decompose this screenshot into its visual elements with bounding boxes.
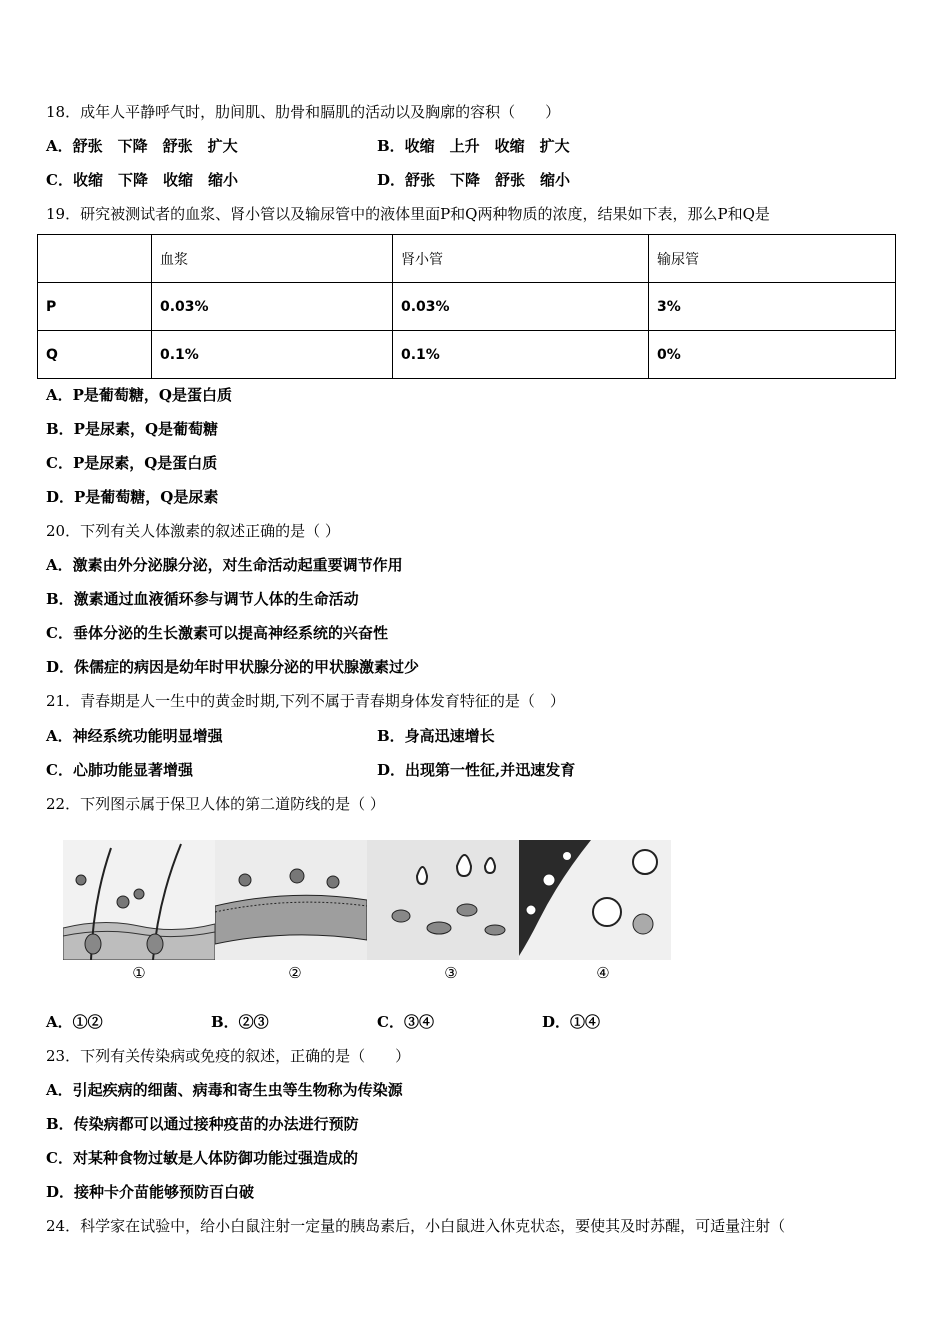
q22-stem: 22．下列图示属于保卫人体的第二道防线的是（ ） [46, 795, 385, 813]
table-cell: 肾小管 [393, 235, 649, 283]
table-cell: P [38, 283, 152, 331]
q20-stem: 20．下列有关人体激素的叙述正确的是（ ） [46, 522, 340, 540]
table-cell: 输尿管 [649, 235, 896, 283]
q20-option-b: B．激素通过血液循环参与调节人体的生命活动 [46, 590, 359, 608]
mucosa-cilia-image [215, 840, 367, 960]
table-cell: 0.03% [152, 283, 393, 331]
figure-label-1: ① [132, 964, 146, 982]
q20-option-d: D．侏儒症的病因是幼年时甲状腺分泌的甲状腺激素过少 [46, 658, 420, 676]
defense-line-figures [63, 840, 673, 990]
q22-option-a: A．①② [46, 1013, 103, 1031]
table-cell: Q [38, 331, 152, 379]
q19-option-b: B．P是尿素，Q是葡萄糖 [46, 420, 219, 438]
q19-option-a: A．P是葡萄糖，Q是蛋白质 [46, 386, 232, 404]
q23-option-c: C．对某种食物过敏是人体防御功能过强造成的 [46, 1149, 358, 1167]
table-cell: 0.03% [393, 283, 649, 331]
q21-option-c: C．心肺功能显著增强 [46, 761, 193, 779]
bactericidal-secretion-image [367, 840, 519, 960]
q22-option-b: B．②③ [211, 1013, 269, 1031]
table-cell: 0% [649, 331, 896, 379]
figure-label-3: ③ [444, 964, 458, 982]
q20-option-a: A．激素由外分泌腺分泌，对生命活动起重要调节作用 [46, 556, 403, 574]
q21-stem: 21．青春期是人一生中的黄金时期,下列不属于青春期身体发育特征的是（ ） [46, 692, 565, 710]
q22-option-d: D．①④ [542, 1013, 601, 1031]
q23-stem: 23．下列有关传染病或免疫的叙述，正确的是（ ） [46, 1047, 411, 1065]
table-row [38, 331, 896, 379]
q22-option-c: C．③④ [377, 1013, 434, 1031]
figure-label-2: ② [288, 964, 302, 982]
phagocyte-image [519, 840, 671, 960]
q20-option-c: C．垂体分泌的生长激素可以提高神经系统的兴奋性 [46, 624, 388, 642]
table-cell: 0.1% [152, 331, 393, 379]
q18-option-c: C．收缩 下降 收缩 缩小 [46, 171, 238, 189]
table-header-row [38, 235, 896, 283]
q19-option-c: C．P是尿素，Q是蛋白质 [46, 454, 218, 472]
table-cell: 3% [649, 283, 896, 331]
q24-stem: 24．科学家在试验中，给小白鼠注射一定量的胰岛素后，小白鼠进入休克状态，要使其及时苏醒，可适量注射（ [46, 1217, 786, 1235]
figure-label-4: ④ [596, 964, 610, 982]
table-row [38, 283, 896, 331]
q18-option-a: A．舒张 下降 舒张 扩大 [46, 137, 238, 155]
q23-option-d: D．接种卡介苗能够预防百白破 [46, 1183, 255, 1201]
q18-option-d: D．舒张 下降 舒张 缩小 [377, 171, 571, 189]
q23-option-a: A．引起疾病的细菌、病毒和寄生虫等生物称为传染源 [46, 1081, 403, 1099]
q18-stem: 18．成年人平静呼气时，肋间肌、肋骨和膈肌的活动以及胸廓的容积（ ） [46, 103, 561, 121]
q18-option-b: B．收缩 上升 收缩 扩大 [377, 137, 570, 155]
q19-option-d: D．P是葡萄糖，Q是尿素 [46, 488, 219, 506]
skin-barrier-image [63, 840, 215, 960]
q19-table [37, 234, 896, 379]
q23-option-b: B．传染病都可以通过接种疫苗的办法进行预防 [46, 1115, 359, 1133]
q21-option-a: A．神经系统功能明显增强 [46, 727, 223, 745]
q21-option-b: B．身高迅速增长 [377, 727, 495, 745]
q21-option-d: D．出现第一性征,并迅速发育 [377, 761, 576, 779]
table-cell: 0.1% [393, 331, 649, 379]
table-cell [38, 235, 152, 283]
q19-stem: 19．研究被测试者的血浆、肾小管以及输尿管中的液体里面P和Q两种物质的浓度，结果如下表，那么P和Q是 [46, 205, 770, 223]
table-cell: 血浆 [152, 235, 393, 283]
